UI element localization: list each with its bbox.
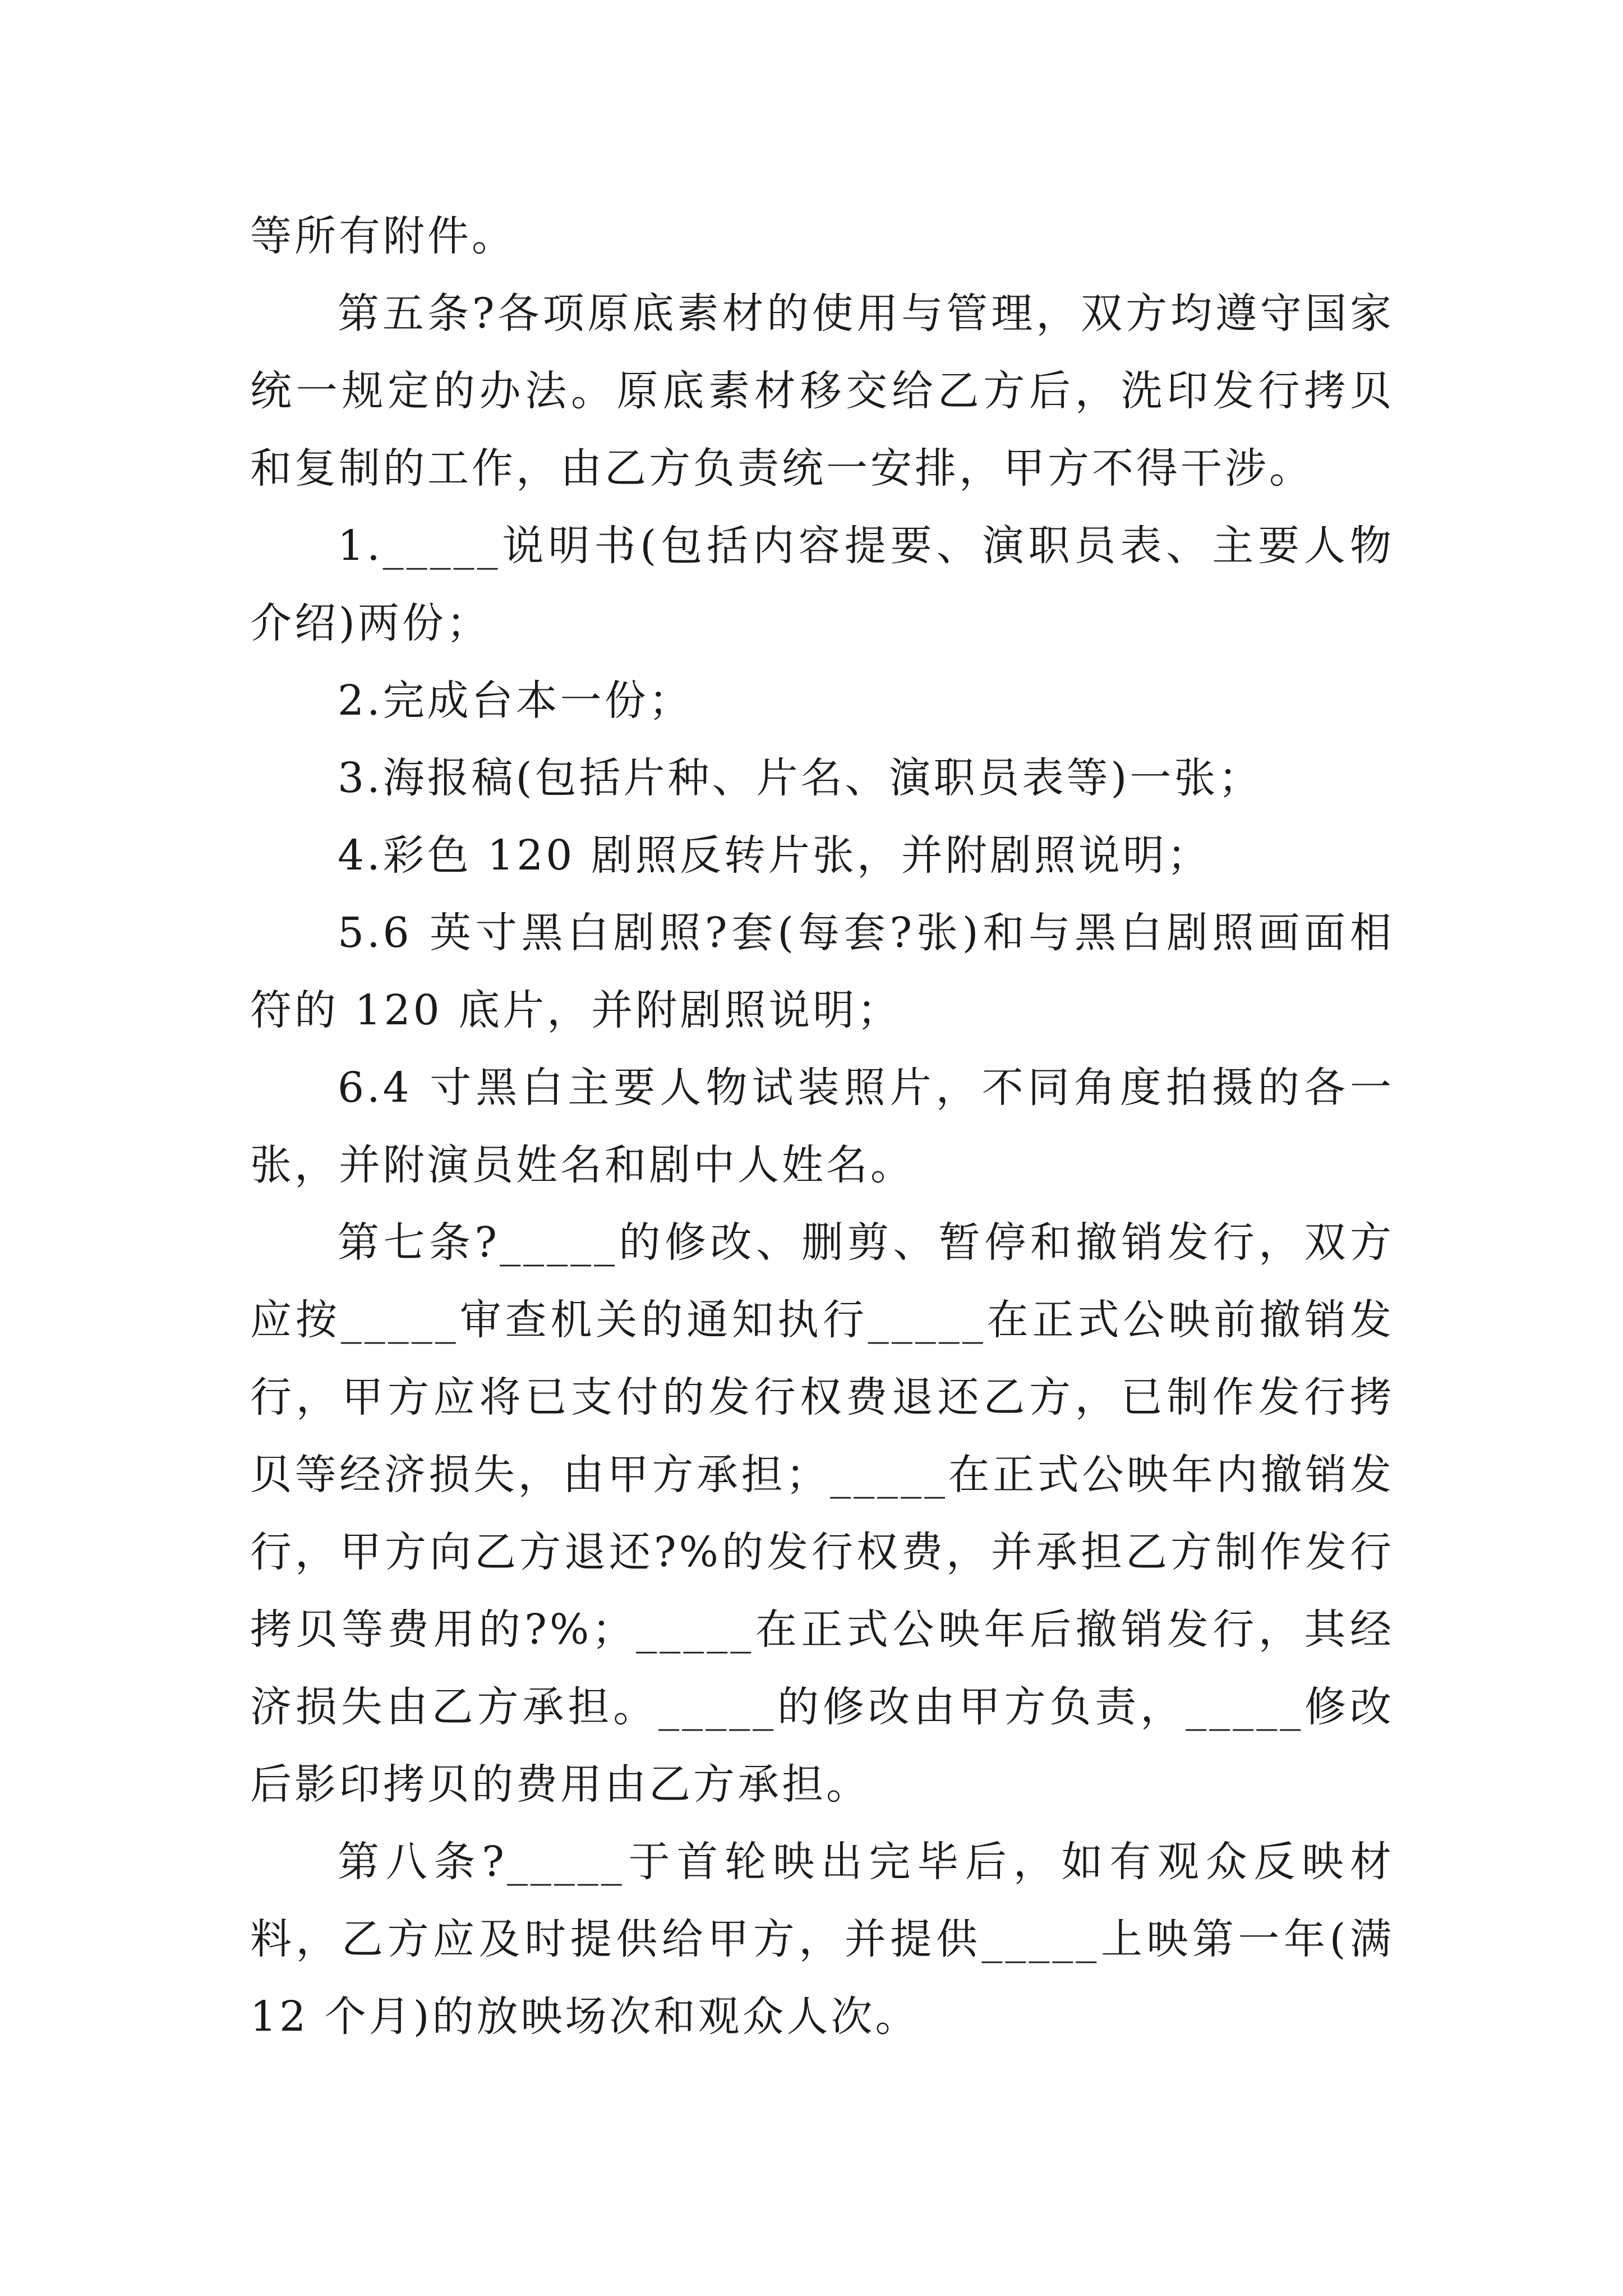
paragraph-attachments: 等所有附件。: [250, 212, 516, 260]
paragraph-article-8: 第八条?_____于首轮映出完毕后，如有观众反映材料，乙方应及时提供给甲方，并提供_____上映第一年(满 12 个月)的放映场次和观众人次。: [250, 1838, 1394, 2041]
document-body: [250, 197, 1394, 2055]
paragraph-article-7: 第七条?_____的修改、删剪、暂停和撤销发行，双方应按_____审查机关的通知执行_____在正式公映前撤销发行，甲方应将已支付的发行权费退还乙方，已制作发行拷贝等经济损失，由甲方承担；_____在正式公映年内撤销发行，甲方向乙方退还?%的发行权费，并承担乙方制作发行拷贝等费用的?%；_____在正式公映年后撤销发行，其经济损失由乙方承担。_____的修改由甲方负责，_____修改后影印拷贝的费用由乙方承担。: [250, 1218, 1394, 1809]
list-item-6: 6.4 寸黑白主要人物试装照片，不同角度拍摄的各一张，并附演员姓名和剧中人姓名。: [250, 1064, 1394, 1189]
list-item-4: 4.彩色 120 剧照反转片张，并附剧照说明；: [338, 831, 1211, 880]
list-item-1: 1._____说明书(包括内容提要、演职员表、主要人物介绍)两份；: [250, 522, 1394, 647]
paragraph-article-5: 第五条?各项原底素材的使用与管理，双方均遵守国家统一规定的办法。原底素材移交给乙方后，洗印发行拷贝和复制的工作，由乙方负责统一安排，甲方不得干涉。: [250, 289, 1394, 493]
list-item-5: 5.6 英寸黑白剧照?套(每套?张)和与黑白剧照画面相符的 120 底片，并附剧照说明；: [250, 909, 1394, 1034]
list-item-3: 3.海报稿(包括片种、片名、演职员表等)一张；: [338, 754, 1263, 802]
list-item-2: 2.完成台本一份；: [338, 677, 693, 725]
